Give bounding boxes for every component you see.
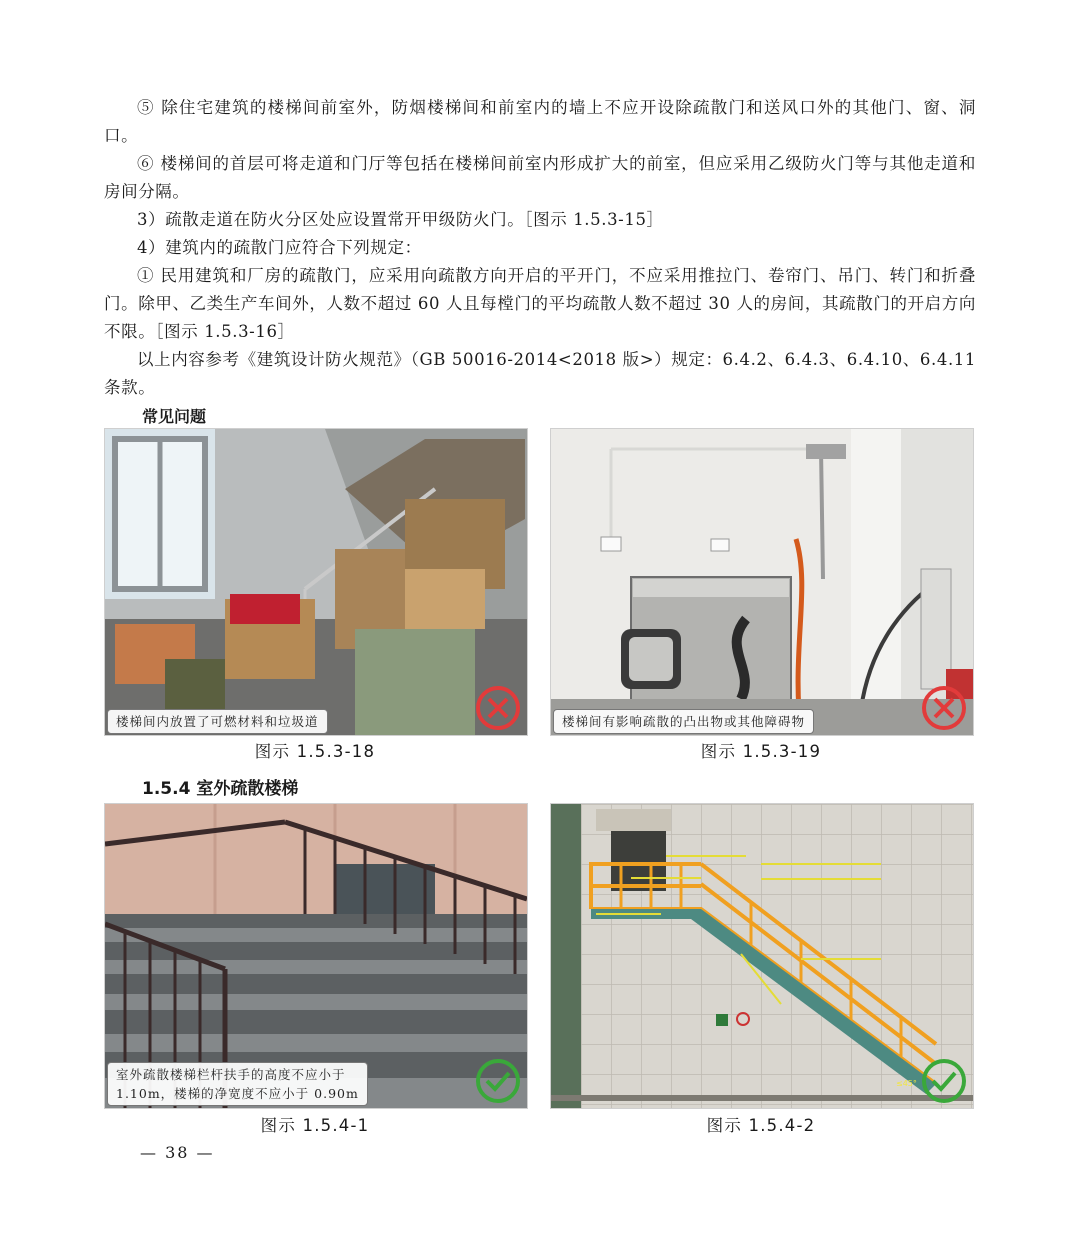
angle-label: ≤45° <box>896 1079 917 1088</box>
photo-caption: 楼梯间有影响疏散的凸出物或其他障碍物 <box>553 709 814 734</box>
photo-caption-line: 1.10m，楼梯的净宽度不应小于 0.90m <box>116 1086 359 1101</box>
section-heading: 1.5.4 室外疏散楼梯 <box>142 779 299 799</box>
paragraph-3: 3）疏散走道在防火分区处应设置常开甲级防火门。［图示 1.5.3-15］ <box>137 210 664 229</box>
cross-icon <box>921 685 967 731</box>
common-issues-heading: 常见问题 <box>142 407 207 426</box>
photo-outdoor-stair-railing <box>104 803 528 1109</box>
photo-wall-obstruction <box>550 428 974 736</box>
cross-icon <box>475 685 521 731</box>
figure-label: 图示 1.5.3-18 <box>254 742 376 761</box>
figure-label: 图示 1.5.4-2 <box>706 1116 816 1135</box>
figure-label: 图示 1.5.4-1 <box>260 1116 370 1135</box>
paragraph-4: 4）建筑内的疏散门应符合下列规定： <box>137 238 422 257</box>
photo-caption-line: 室外疏散楼梯栏杆扶手的高度不应小于 <box>116 1067 346 1082</box>
check-icon <box>921 1058 967 1104</box>
photo-caption: 楼梯间内放置了可燃材料和垃圾道 <box>107 709 328 734</box>
check-icon <box>475 1058 521 1104</box>
page-number: — 38 — <box>140 1143 215 1162</box>
paragraph-6: ⑥ 楼梯间的首层可将走道和门厅等包括在楼梯间前室内形成扩大的前室，但应采用乙级防火门等与其他走道和房间分隔。 <box>104 154 976 201</box>
paragraph-1: ① 民用建筑和厂房的疏散门，应采用向疏散方向开启的平开门，不应采用推拉门、卷帘门、吊门、转门和折叠门。除甲、乙类生产车间外，人数不超过 60 人且每樘门的平均疏散人数不超过 30 人的房间，其疏散门的开启方向不限。［图示 1.5.3-16］ <box>104 266 976 341</box>
figure-label: 图示 1.5.3-19 <box>700 742 822 761</box>
reference-paragraph: 以上内容参考《建筑设计防火规范》（GB 50016-2014<2018 版>）规定：6.4.2、6.4.3、6.4.10、6.4.11 条款。 <box>104 350 976 397</box>
photo-external-escape-stair <box>550 803 974 1109</box>
paragraph-5: ⑤ 除住宅建筑的楼梯间前室外，防烟楼梯间和前室内的墙上不应开设除疏散门和送风口外的其他门、窗、洞口。 <box>104 98 976 145</box>
photo-caption <box>107 1062 368 1106</box>
photo-cluttered-stairwell <box>104 428 528 736</box>
